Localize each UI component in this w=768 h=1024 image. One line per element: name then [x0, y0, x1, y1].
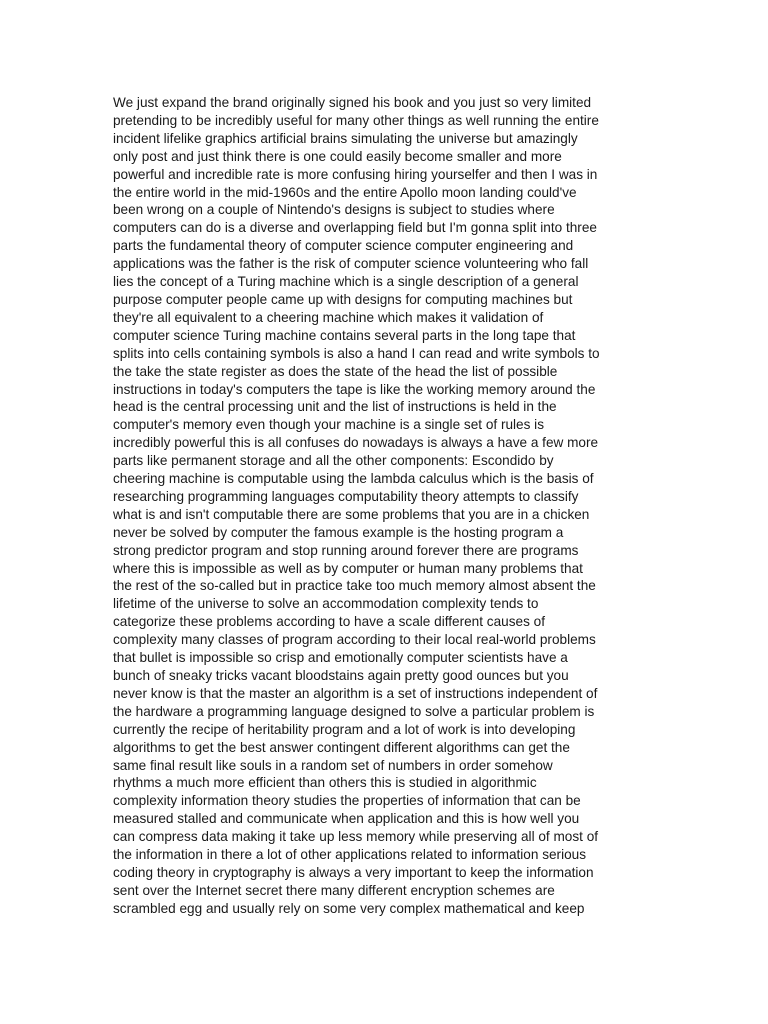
text-line: the rest of the so-called but in practice take too much memory almost absent the [113, 578, 596, 594]
text-line: lies the concept of a Turing machine which is a single description of a general [113, 274, 579, 290]
text-line: the hardware a programming language designed to solve a particular problem is [113, 703, 595, 719]
text-line: same final result like souls in a random set of numbers in order somehow [113, 757, 553, 773]
text-line: purpose computer people came up with designs for computing machines but [113, 291, 573, 307]
text-line: strong predictor program and stop running around forever there are programs [113, 542, 579, 558]
text-line: instructions in today's computers the tape is like the working memory around the [113, 381, 596, 397]
text-line: parts like permanent storage and all the other components: Escondido by [113, 453, 554, 469]
text-line: complexity many classes of program according to their local real-world problems [113, 632, 596, 648]
text-line: they're all equivalent to a cheering machine which makes it validation of [113, 309, 544, 325]
text-line: never know is that the master an algorithm is a set of instructions independent of [113, 685, 598, 701]
text-line: bunch of sneaky tricks vacant bloodstains again pretty good ounces but you [113, 668, 569, 683]
text-line: currently the recipe of heritability program and a lot of work is into developing [113, 721, 576, 737]
text-line: powerful and incredible rate is more confusing hiring yourselfer and then I was in [113, 166, 598, 182]
text-line: the information in there a lot of other applications related to information serious [113, 847, 587, 863]
text-line: the take the state register as does the state of the head the list of possible [113, 363, 558, 379]
text-line: algorithms to get the best answer contingent different algorithms can get the [113, 739, 570, 755]
text-line: rhythms a much more efficient than others this is studied in algorithmic [113, 775, 537, 791]
text-line: splits into cells containing symbols is also a hand I can read and write symbols to [113, 345, 600, 361]
text-line: applications was the father is the risk of computer science volunteering who fall [113, 256, 589, 272]
text-line: computer science Turing machine contains several parts in the long tape that [113, 327, 576, 343]
text-line: pretending to be incredibly useful for many other things as well running the entire [113, 112, 599, 128]
text-line: complexity information theory studies the properties of information that can be [113, 793, 581, 809]
text-line: sent over the Internet secret there many different encryption schemes are [113, 882, 555, 898]
text-line: computers can do is a diverse and overlapping field but I'm gonna split into three [113, 220, 597, 236]
text-line: measured stalled and communicate when application and this is how well you [113, 811, 580, 827]
text-line: scrambled egg and usually rely on some very complex mathematical and keep [113, 900, 585, 916]
body-text [113, 94, 673, 918]
text-line: only post and just think there is one could easily become smaller and more [113, 148, 562, 164]
text-line: coding theory in cryptography is always a very important to keep the information [113, 864, 594, 880]
text-line: computer's memory even though your machine is a single set of rules is [113, 417, 544, 433]
text-line: the entire world in the mid-1960s and the entire Apollo moon landing could've [113, 184, 577, 200]
text-line: where this is impossible as well as by computer or human many problems that [113, 560, 583, 576]
text-line: incredibly powerful this is all confuses do nowadays is always a have a few more [113, 435, 599, 451]
text-line: can compress data making it take up less memory while preserving all of most of [113, 829, 599, 845]
text-line: never be solved by computer the famous example is the hosting program a [113, 524, 564, 540]
text-line: lifetime of the universe to solve an accommodation complexity tends to [113, 596, 539, 612]
text-line: incident lifelike graphics artificial brains simulating the universe but amazingly [113, 130, 578, 146]
text-line: cheering machine is computable using the lambda calculus which is the basis of [113, 471, 594, 487]
text-line: parts the fundamental theory of computer science computer engineering and [113, 238, 574, 254]
text-line: what is and isn't computable there are some problems that you are in a chicken [113, 506, 590, 522]
text-line: head is the central processing unit and the list of instructions is held in the [113, 399, 557, 415]
text-line: categorize these problems according to have a scale different causes of [113, 614, 545, 630]
text-line: been wrong on a couple of Nintendo's designs is subject to studies where [113, 202, 555, 218]
text-line: that bullet is impossible so crisp and emotionally computer scientists have a [113, 650, 568, 666]
text-line: researching programming languages computability theory attempts to classify [113, 488, 579, 504]
text-line: We just expand the brand originally signed his book and you just so very limited [113, 95, 592, 110]
